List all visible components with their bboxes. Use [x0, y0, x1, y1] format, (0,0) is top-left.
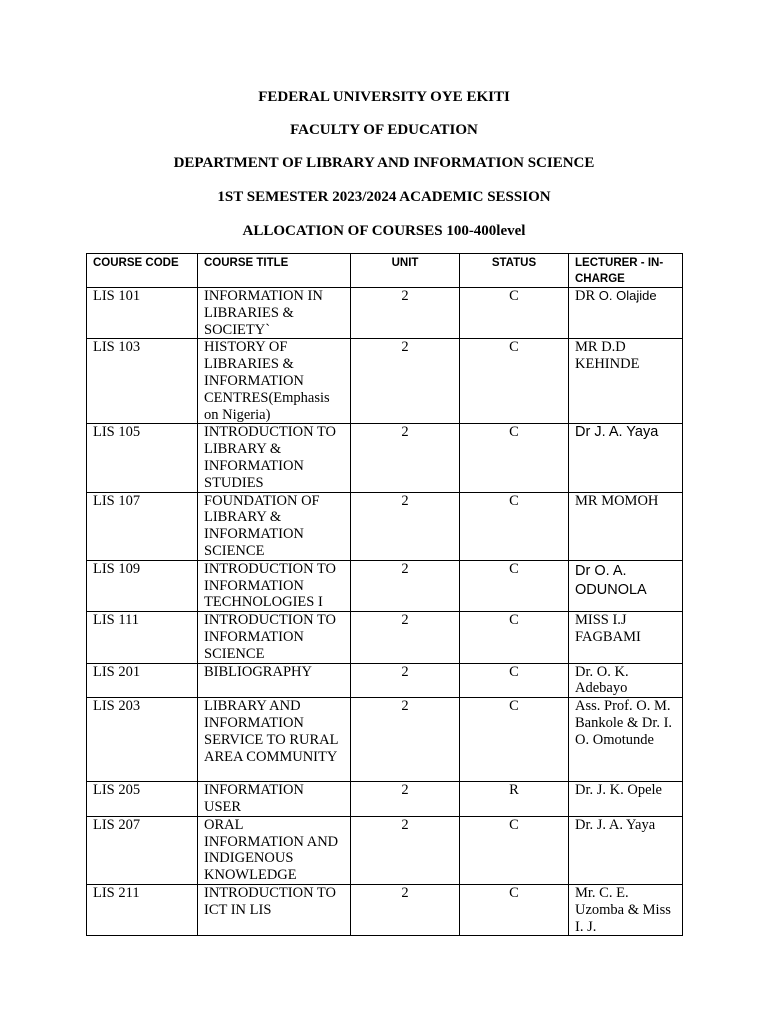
- university-name: FEDERAL UNIVERSITY OYE EKITI: [258, 89, 510, 105]
- session-title: 1ST SEMESTER 2023/2024 ACADEMIC SESSION: [217, 189, 551, 205]
- table-row: [87, 663, 683, 698]
- course-unit: 2: [351, 339, 460, 424]
- course-status: C: [460, 884, 569, 935]
- allocation-title: ALLOCATION OF COURSES 100-400level: [242, 223, 526, 239]
- table-row: [87, 560, 683, 611]
- column-header-course-title: COURSE TITLE: [198, 254, 351, 288]
- course-unit: 2: [351, 698, 460, 782]
- department-name: DEPARTMENT OF LIBRARY AND INFORMATION SCIENCE: [173, 155, 595, 171]
- course-code: LIS 103: [87, 339, 198, 424]
- table-row: [87, 424, 683, 492]
- course-title: INTRODUCTION TO INFORMATION SCIENCE: [198, 612, 351, 663]
- course-status: C: [460, 339, 569, 424]
- course-title: HISTORY OF LIBRARIES & INFORMATION CENTRES(Emphasis on Nigeria): [198, 339, 351, 424]
- course-unit: 2: [351, 884, 460, 935]
- course-lecturer: Dr J. A. Yaya: [569, 424, 683, 492]
- course-status: C: [460, 288, 569, 339]
- course-unit: 2: [351, 560, 460, 611]
- course-lecturer: MR D.D KEHINDE: [569, 339, 683, 424]
- course-lecturer: Dr. J. K. Opele: [569, 782, 683, 817]
- course-code: LIS 105: [87, 424, 198, 492]
- course-unit: 2: [351, 612, 460, 663]
- column-header-course-code: COURSE CODE: [87, 254, 198, 288]
- course-code: LIS 207: [87, 816, 198, 884]
- course-title: LIBRARY AND INFORMATION SERVICE TO RURAL AREA COMMUNITY: [198, 698, 351, 782]
- course-lecturer: MISS I.J FAGBAMI: [569, 612, 683, 663]
- course-unit: 2: [351, 782, 460, 817]
- table-row: [87, 782, 683, 817]
- course-lecturer: Dr. J. A. Yaya: [569, 816, 683, 884]
- course-code: LIS 205: [87, 782, 198, 817]
- column-header-unit: UNIT: [351, 254, 460, 288]
- course-lecturer: Dr O. A. ODUNOLA: [569, 560, 683, 611]
- course-status: C: [460, 612, 569, 663]
- table-row: [87, 816, 683, 884]
- course-status: C: [460, 816, 569, 884]
- column-header-status: STATUS: [460, 254, 569, 288]
- course-lecturer: Dr. O. K. Adebayo: [569, 663, 683, 698]
- faculty-name: FACULTY OF EDUCATION: [290, 122, 478, 138]
- course-title: INTRODUCTION TO INFORMATION TECHNOLOGIES I: [198, 560, 351, 611]
- course-status: C: [460, 560, 569, 611]
- course-unit: 2: [351, 288, 460, 339]
- course-code: LIS 111: [87, 612, 198, 663]
- course-unit: 2: [351, 492, 460, 560]
- course-lecturer: Mr. C. E. Uzomba & Miss I. J.: [569, 884, 683, 935]
- course-code: LIS 101: [87, 288, 198, 339]
- course-title: INTRODUCTION TO ICT IN LIS: [198, 884, 351, 935]
- course-unit: 2: [351, 816, 460, 884]
- course-title: INFORMATION IN LIBRARIES & SOCIETY`: [198, 288, 351, 339]
- course-title: ORAL INFORMATION AND INDIGENOUS KNOWLEDGE: [198, 816, 351, 884]
- course-lecturer: [569, 288, 683, 339]
- course-status: C: [460, 698, 569, 782]
- course-title: INTRODUCTION TO LIBRARY & INFORMATION STUDIES: [198, 424, 351, 492]
- table-header-row: [87, 254, 683, 288]
- course-status: C: [460, 492, 569, 560]
- lecturer-name: O. Olajide: [598, 288, 657, 303]
- course-code: LIS 201: [87, 663, 198, 698]
- course-status: C: [460, 663, 569, 698]
- course-code: LIS 211: [87, 884, 198, 935]
- table-row: [87, 339, 683, 424]
- table-row: [87, 698, 683, 782]
- course-allocation-table: [86, 253, 683, 936]
- course-code: LIS 107: [87, 492, 198, 560]
- course-title: FOUNDATION OF LIBRARY & INFORMATION SCIENCE: [198, 492, 351, 560]
- course-lecturer: MR MOMOH: [569, 492, 683, 560]
- course-lecturer: Ass. Prof. O. M. Bankole & Dr. I. O. Omotunde: [569, 698, 683, 782]
- course-title: INFORMATION USER: [198, 782, 351, 817]
- lecturer-title: DR: [575, 288, 599, 304]
- course-status: C: [460, 424, 569, 492]
- course-code: LIS 203: [87, 698, 198, 782]
- course-unit: 2: [351, 424, 460, 492]
- table-row: [87, 492, 683, 560]
- course-status: R: [460, 782, 569, 817]
- table-row: [87, 612, 683, 663]
- course-title: BIBLIOGRAPHY: [198, 663, 351, 698]
- column-header-lecturer: LECTURER - IN-CHARGE: [569, 254, 683, 288]
- table-row: [87, 884, 683, 935]
- table-row: [87, 288, 683, 339]
- course-unit: 2: [351, 663, 460, 698]
- course-code: LIS 109: [87, 560, 198, 611]
